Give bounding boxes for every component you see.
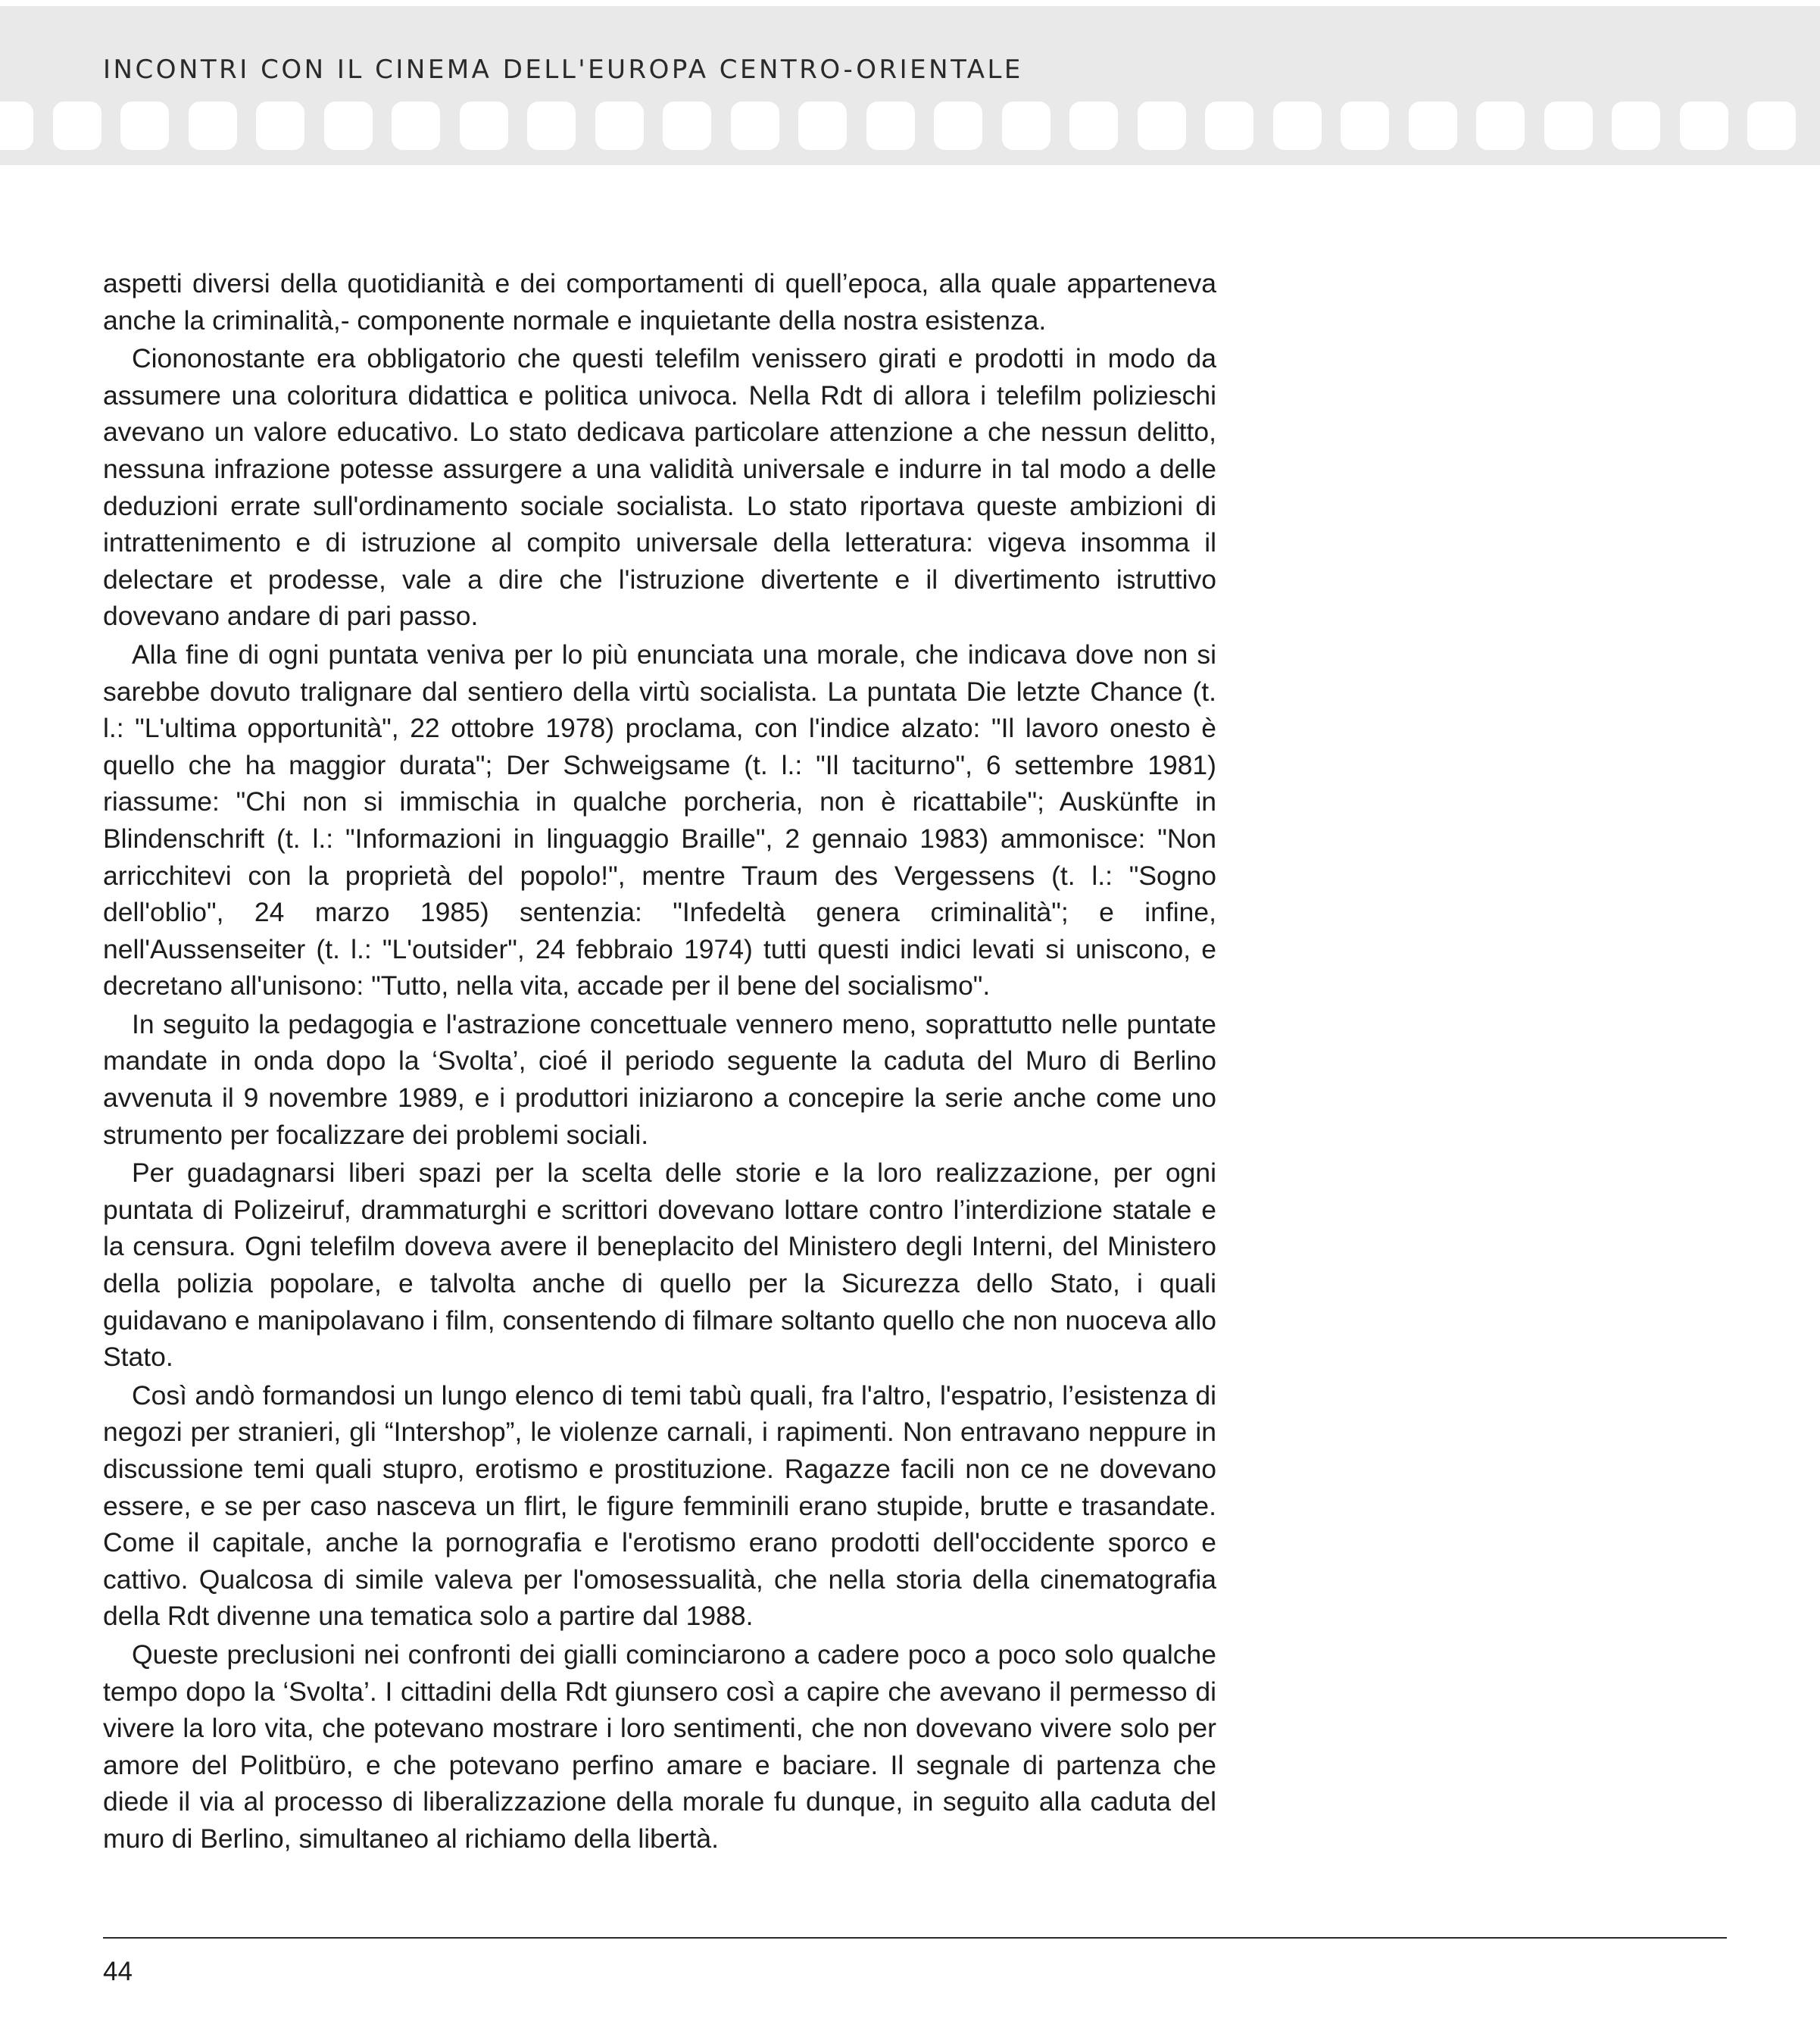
- film-strip-header: [0, 6, 1820, 165]
- sprocket-hole: [53, 102, 101, 150]
- sprocket-hole: [0, 102, 33, 150]
- sprocket-hole: [256, 102, 304, 150]
- sprocket-hole: [798, 102, 847, 150]
- sprocket-hole: [1476, 102, 1525, 150]
- paragraph: Ciononostante era obbligatorio che questi telefilm venissero girati e prodotti in modo da assumere una coloritura didattica e politica univoca. Nella Rdt di allora i telefilm polizieschi avevano un valore educativo. Lo stato dedicava particolare attenzione a che nessun delitto, nessuna infrazione potesse assurgere a una validità universale e indurre in tal modo a delle deduzioni errate sull'ordinamento sociale socialista. Lo stato riportava queste ambizioni di intrattenimento e di istruzione al compito universale della letteratura: vigeva insomma il delectare et prodesse, vale a dire che l'istruzione divertente e il divertimento istruttivo dovevano andare di pari passo.: [103, 343, 1216, 632]
- sprocket-hole: [1747, 102, 1796, 150]
- sprocket-hole: [1069, 102, 1118, 150]
- sprocket-hole: [1544, 102, 1593, 150]
- paragraph: Alla fine di ogni puntata veniva per lo più enunciata una morale, che indicava dove non si sarebbe dovuto tralignare dal sentiero della virtù socialista. La puntata Die letzte Chance (t. l.: "L'ultima opportunità", 22 ottobre 1978) proclama, con l'indice alzato: "Il lavoro onesto è quello che ha maggior durata"; Der Schweigsame (t. l.: "Il taciturno", 6 settembre 1981) riassume: "Chi non si immischia in qualche porcheria, non è ricattabile"; Auskünfte in Blindenschrift (t. l.: "Informazioni in linguaggio Braille", 2 gennaio 1983) ammonisce: "Non arricchitevi con la proprietà del popolo!", mentre Traum des Vergessens (t. l.: "Sogno dell'oblio", 24 marzo 1985) sentenzia: "Infedeltà genera criminalità"; e infine, nell'Aussenseiter (t. l.: "L'outsider", 24 febbraio 1974) tutti questi indici levati si uniscono, e decretano all'unisono: "Tutto, nella vita, accade per il bene del socialismo".: [103, 639, 1216, 1001]
- sprocket-hole: [460, 102, 508, 150]
- sprocket-hole: [1138, 102, 1186, 150]
- running-header-title: INCONTRI CON IL CINEMA DELL'EUROPA CENTRO-ORIENTALE: [103, 55, 1023, 85]
- sprocket-hole: [527, 102, 576, 150]
- paragraph: Queste preclusioni nei confronti dei gialli cominciarono a cadere poco a poco solo qualche tempo dopo la ‘Svolta’. I cittadini della Rdt giunsero così a capire che avevano il permesso di vivere la loro vita, che potevano mostrare i loro sentimenti, che non dovevano vivere solo per amore del Politbüro, e che potevano perfino amare e baciare. Il segnale di partenza che diede il via al processo di liberalizzazione della morale fu dunque, in seguito alla caduta del muro di Berlino, simultaneo al richiamo della libertà.: [103, 1639, 1216, 1854]
- footer-divider: [103, 1937, 1727, 1939]
- sprocket-hole: [324, 102, 373, 150]
- sprocket-hole: [731, 102, 779, 150]
- sprocket-hole: [1273, 102, 1322, 150]
- sprocket-hole: [1612, 102, 1660, 150]
- article-body: [103, 265, 1216, 1859]
- paragraph: Così andò formandosi un lungo elenco di temi tabù quali, fra l'altro, l'espatrio, l’esistenza di negozi per stranieri, gli “Intershop”, le violenze carnali, i rapimenti. Non entravano neppure in discussione temi quali stupro, erotismo e prostituzione. Ragazze facili non ce ne dovevano essere, e se per caso nasceva un flirt, le figure femminili erano stupide, brutte e trasandate. Come il capitale, anche la pornografia e l'erotismo erano prodotti dell'occidente sporco e cattivo. Qualcosa di simile valeva per l'omosessualità, che nella storia della cinematografia della Rdt divenne una tematica solo a partire dal 1988.: [103, 1380, 1216, 1632]
- sprocket-hole: [189, 102, 237, 150]
- sprocket-hole: [1205, 102, 1253, 150]
- sprocket-hole: [120, 102, 169, 150]
- sprocket-hole: [663, 102, 711, 150]
- sprocket-hole: [1680, 102, 1728, 150]
- paragraph: Per guadagnarsi liberi spazi per la scelta delle storie e la loro realizzazione, per ogni puntata di Polizeiruf, drammaturghi e scrittori dovevano lottare contro l’interdizione statale e la censura. Ogni telefilm doveva avere il beneplacito del Ministero degli Interni, del Ministero della polizia popolare, e talvolta anche di quello per la Sicurezza dello Stato, i quali guidavano e manipolavano i film, consentendo di filmare soltanto quello che non nuoceva allo Stato.: [103, 1158, 1216, 1373]
- sprocket-hole: [1002, 102, 1050, 150]
- page-number: 44: [103, 1957, 133, 1986]
- film-sprocket-holes: [0, 102, 1820, 155]
- paragraph: aspetti diversi della quotidianità e dei comportamenti di quell’epoca, alla quale apparteneva anche la criminalità,- componente normale e inquietante della nostra esistenza.: [103, 268, 1216, 336]
- paragraph: In seguito la pedagogia e l'astrazione concettuale vennero meno, soprattutto nelle puntate mandate in onda dopo la ‘Svolta’, cioé il periodo seguente la caduta del Muro di Berlino avvenuta il 9 novembre 1989, e i produttori iniziarono a concepire la serie anche come uno strumento per focalizzare dei problemi sociali.: [103, 1008, 1216, 1150]
- sprocket-hole: [392, 102, 440, 150]
- sprocket-hole: [934, 102, 982, 150]
- sprocket-hole: [595, 102, 644, 150]
- sprocket-hole: [866, 102, 915, 150]
- sprocket-hole: [1341, 102, 1389, 150]
- sprocket-hole: [1409, 102, 1457, 150]
